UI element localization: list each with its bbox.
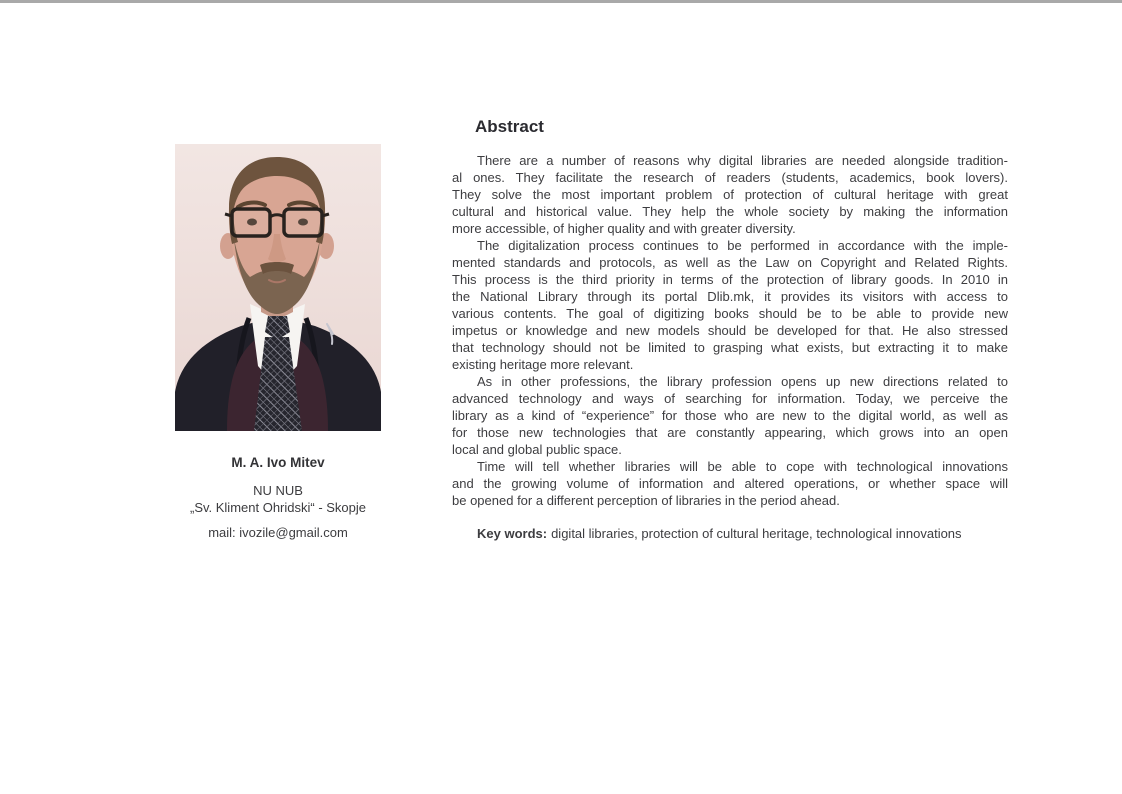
- abstract-line: that technology should not be limited to grasping what exists, but extracting it to make: [452, 340, 1008, 355]
- abstract-heading: Abstract: [475, 117, 544, 136]
- author-affiliation-institution: NU NUB: [253, 483, 303, 498]
- keywords-label: Key words:: [477, 526, 548, 541]
- author-email: mail: ivozile@gmail.com: [208, 525, 348, 540]
- abstract-line: al ones. They facilitate the research of readers (students, academics, book lovers).: [452, 170, 1008, 185]
- abstract-line: and the growing volume of information and altered operations, or whether space will: [452, 476, 1008, 491]
- abstract-line: various contents. The goal of digitizing books should be to be able to provide new: [452, 306, 1008, 321]
- abstract-line: As in other professions, the library profession opens up new directions related to: [477, 374, 1008, 389]
- abstract-line: existing heritage more relevant.: [452, 357, 634, 372]
- abstract-line: They solve the most important problem of protection of cultural heritage with great: [452, 187, 1008, 202]
- abstract-paragraph-2: [452, 237, 1008, 373]
- keywords-text: digital libraries, protection of cultural heritage, technological innovations: [551, 526, 962, 541]
- abstract-line: for those new technologies that are constantly appearing, which grows into an open: [452, 425, 1008, 440]
- abstract-line: This process is the third priority in terms of the protection of library goods. In 2010 in: [452, 272, 1008, 287]
- abstract-line: more accessible, of higher quality and with greater diversity.: [452, 221, 796, 236]
- author-block: [160, 455, 396, 541]
- author-photo: [175, 144, 381, 431]
- author-affiliation-city: „Sv. Kliment Ohridski“ - Skopje: [189, 500, 367, 515]
- keywords-line: [452, 525, 1008, 542]
- abstract-line: The digitalization process continues to be performed in accordance with the imple-: [477, 238, 1008, 253]
- abstract-paragraph-3: [452, 373, 1008, 458]
- abstract-line: the National Library through its portal Dlib.mk, it provides its visitors with access to: [452, 289, 1008, 304]
- abstract-line: mented standards and protocols, as well as the Law on Copyright and Related Rights.: [452, 255, 1008, 270]
- abstract-line: local and global public space.: [452, 442, 622, 457]
- scan-top-border: [0, 0, 1122, 3]
- abstract-line: cultural and historical value. They help the whole society by making the information: [452, 204, 1008, 219]
- abstract-line: Time will tell whether libraries will be able to cope with technological innovations: [477, 459, 1008, 474]
- abstract-paragraph-1: [452, 152, 1008, 237]
- abstract-line: library as a kind of “experience” for those who are new to the digital world, as well as: [452, 408, 1008, 423]
- abstract-line: advanced technology and ways of searching for information. Today, we perceive the: [452, 391, 1008, 406]
- abstract-section: [452, 117, 1008, 542]
- abstract-paragraph-4: [452, 458, 1008, 509]
- abstract-line: be opened for a different perception of libraries in the period ahead.: [452, 493, 840, 508]
- author-name: M. A. Ivo Mitev: [231, 455, 325, 470]
- abstract-line: There are a number of reasons why digital libraries are needed alongside tradition-: [477, 153, 1008, 168]
- abstract-line: impetus or knowledge and new models should be developed for that. He also stressed: [452, 323, 1008, 338]
